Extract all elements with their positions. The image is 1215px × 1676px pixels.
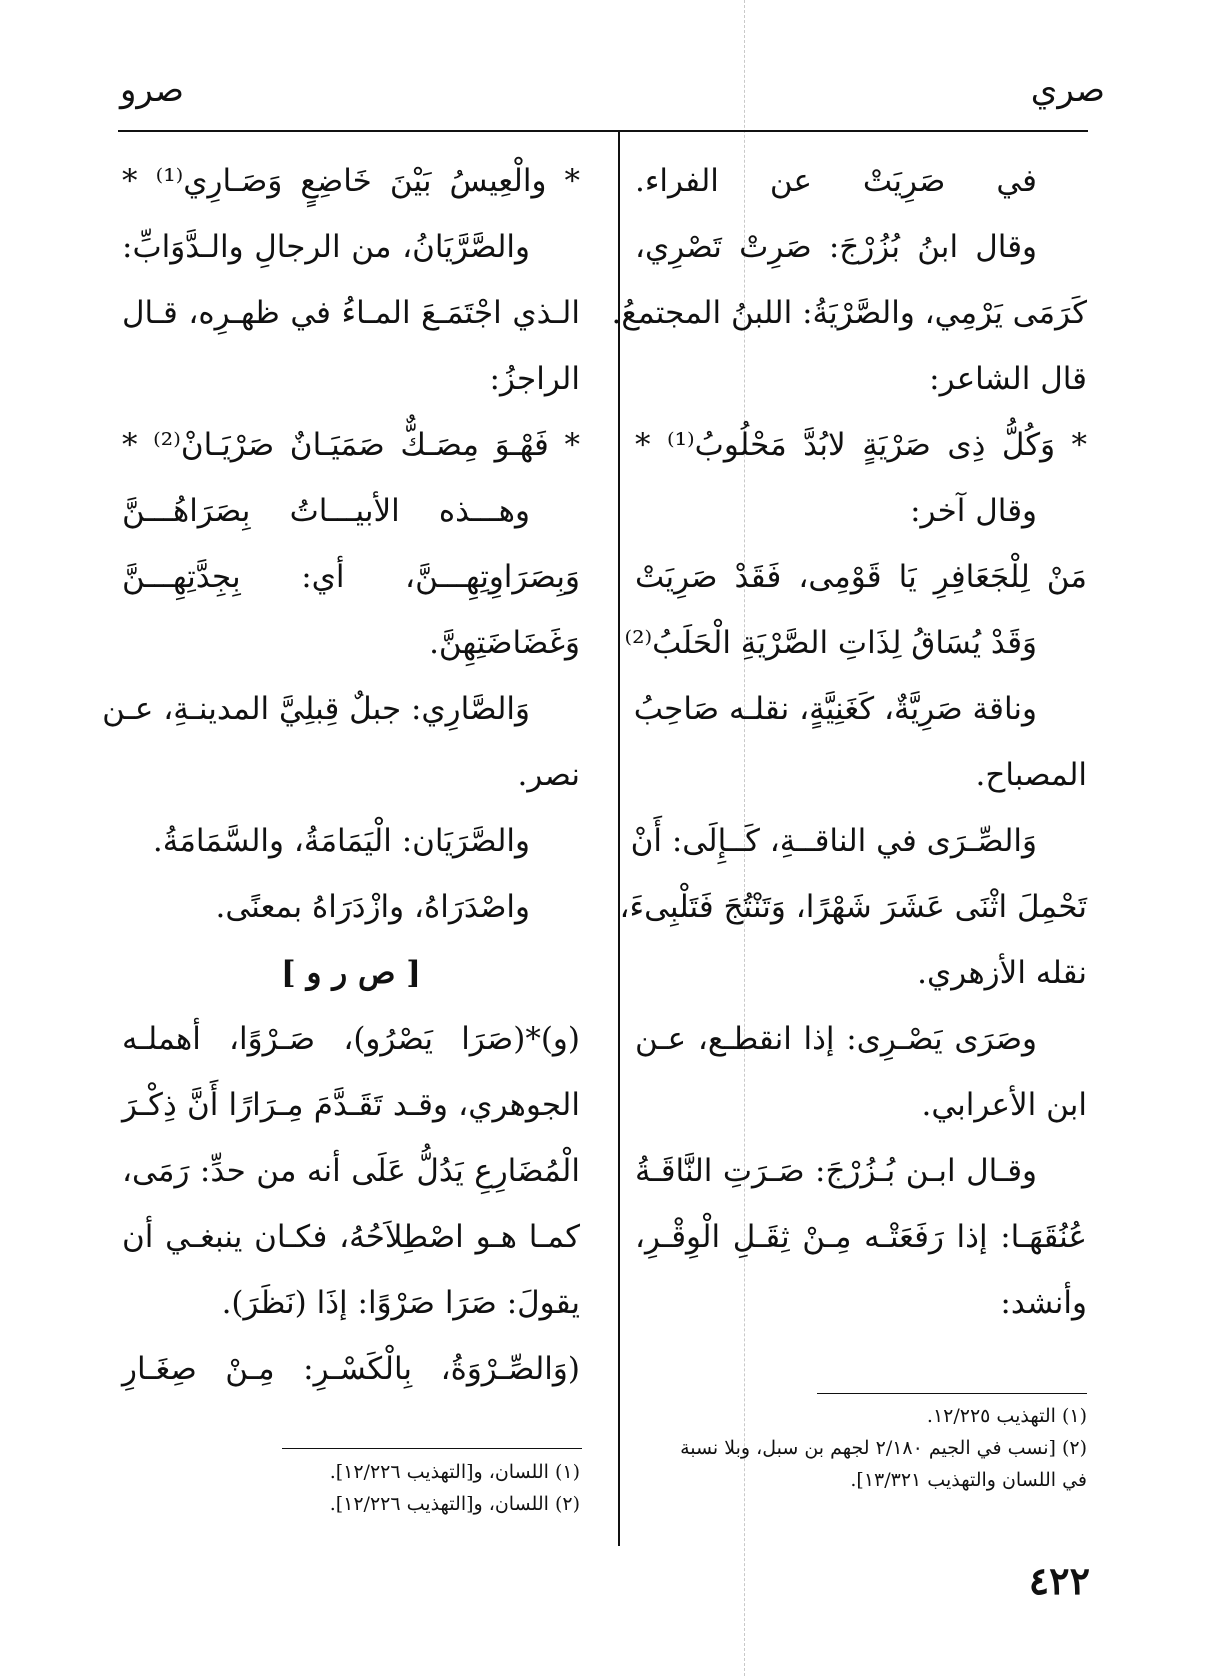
text-line: ابن الأعرابي.	[921, 1087, 1087, 1123]
verse-line: * فَهْـوَ مِصَـكٌّ صَمَيَـانٌ صَرْيَـانْ⁽²⁾ *	[122, 427, 581, 463]
text-line: وَغَضَاضَتِهِنَّ.	[429, 625, 580, 661]
section-heading: [ ص ر و ]	[281, 955, 421, 991]
text-line: وقال ابنُ بُزُرْجَ: صَرِتْ تَصْرِي،	[635, 229, 1037, 265]
footnote-rule-right	[817, 1393, 1087, 1394]
text-line: نصر.	[517, 757, 580, 793]
left-column	[102, 148, 581, 1402]
text-line: قال الشاعر:	[929, 361, 1087, 397]
right-column	[611, 148, 1088, 1336]
text-line: الراجزُ:	[489, 361, 580, 397]
right-footnotes	[635, 1400, 1087, 1496]
text-line: وقـال ابـن بُـزُرْجَ: صَـرَتِ النَّاقَـةُ	[635, 1153, 1037, 1189]
text-line: الْمُضَارِعِ يَدُلُّ عَلَى أنه من حدِّ: رَمَى،	[122, 1153, 580, 1189]
text-line: وهـــذه الأبيـــاتُ بِصَرَاهُـــنَّ	[122, 493, 530, 529]
footnote: في اللسان والتهذيب ١٣/٣٢١].	[850, 1469, 1087, 1491]
footnote-rule-left	[282, 1448, 582, 1449]
footnote: (٢) [نسب في الجيم ٢/١٨٠ لجهم بن سبل، وبلا نسبة	[680, 1437, 1087, 1459]
text-line: في صَرِيَتْ عن الفراء.	[635, 163, 1037, 199]
text-line: تَحْمِلَ اثْنَى عَشَرَ شَهْرًا، وَتَنْتُجَ فَتَلْبِىءَ،	[619, 889, 1087, 925]
verse-line: وَقَدْ يُسَاقُ لِذَاتِ الصَّرْيَةِ الْحَلَبُ⁽²⁾	[624, 625, 1037, 661]
text-line: والصَّرَيَان: الْيَمَامَةُ، والسَّمَامَةُ.	[152, 823, 530, 859]
footnote: (١) التهذيب ١٢/٢٢٥.	[926, 1405, 1087, 1427]
text-line: كمـا هـو اصْطِلاَحُهُ، فكـان ينبغـي أن	[122, 1219, 580, 1255]
text-line: المصباح.	[975, 757, 1087, 793]
page-number: ٤٢٢	[1028, 1558, 1090, 1603]
text-line: عُنُقَهَـا: إذا رَفَعَتْـه مِـنْ ثِقَـلِ الْوِقْـرِ،	[635, 1219, 1087, 1255]
footnote: (٢) اللسان، و[التهذيب ١٢/٢٢٦].	[329, 1493, 580, 1515]
header-rule	[118, 130, 1088, 132]
text-line: وقال آخر:	[910, 493, 1037, 529]
footnote: (١) اللسان، و[التهذيب ١٢/٢٢٦].	[329, 1461, 580, 1483]
text-line: وأنشد:	[1000, 1285, 1087, 1321]
text-line: (وَالصِّـرْوَةُ، بِالْكَسْـرِ: مِـنْ صِغَـارِ	[122, 1351, 580, 1387]
text-line: وَالصَّارِي: جبلٌ قِبلِيَّ المدينـةِ، عـن	[102, 691, 530, 727]
verse-line: * وَكُلُّ ذِى صَرْيَةٍ لابُدَّ مَحْلُوبُ⁽¹⁾ *	[635, 427, 1088, 463]
text-line: والصَّرَّيَانُ، من الرجالِ والـدَّوَابِّ:	[122, 229, 530, 265]
text-line: نقله الأزهري.	[917, 955, 1087, 991]
text-line: (و)*(صَرَا يَصْرُو)، صَـرْوًا، أهملـه	[122, 1021, 580, 1057]
left-footnotes	[122, 1456, 580, 1520]
text-line: واصْدَرَاهُ، وازْدَرَاهُ بمعنًى.	[215, 889, 530, 925]
text-line: كَرَمَى يَرْمِي، والصَّرْيَةُ: اللبنُ المجتمعُ.	[611, 295, 1087, 331]
verse-line: مَنْ لِلْجَعَافِرِ يَا قَوْمِى، فَقَدْ صَرِيَتْ	[635, 559, 1087, 595]
text-line: وصَرَى يَصْـرِى: إذا انقطـع، عـن	[635, 1021, 1037, 1057]
header-left-word: صرو	[120, 70, 185, 110]
header-right-word: صري	[1030, 70, 1105, 110]
text-line: وَالصِّـرَى في الناقــةِ، كَــإِلَى: أَنْ	[630, 823, 1037, 859]
text-line: يقولَ: صَرَا صَرْوًا: إذَا (نَظَرَ).	[221, 1285, 580, 1321]
verse-line: * والْعِيسُ بَيْنَ خَاضِعٍ وَصَـارِي⁽¹⁾ *	[122, 163, 580, 199]
text-line: وَبِصَرَاوِتِهِـــنَّ، أي: بِجِدَّتِهِـــنَّ	[122, 559, 580, 595]
text-line: وناقة صَرِيَّةٌ، كَغَنِيَّةٍ، نقلـه صَاحِبُ	[633, 691, 1037, 727]
text-line: الـذي اجْتَمَـعَ المـاءُ في ظهـرِه، قـال	[122, 295, 580, 331]
text-line: الجوهري، وقـد تَقَـدَّمَ مِـرَارًا أَنَّ ذِكْـرَ	[122, 1087, 580, 1123]
